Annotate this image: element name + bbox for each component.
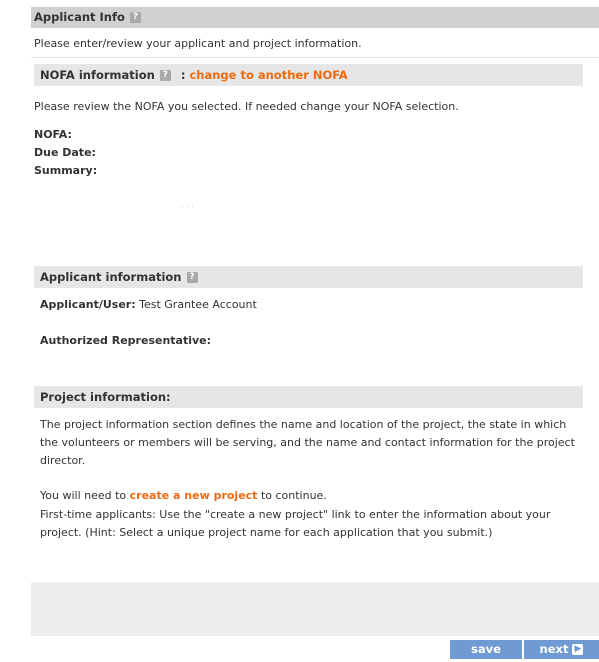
- help-icon[interactable]: ?: [130, 12, 141, 23]
- next-label: next: [539, 642, 569, 656]
- applicant-info-title: Applicant Info: [34, 10, 125, 24]
- button-row: [450, 640, 599, 659]
- save-button[interactable]: save: [450, 640, 522, 659]
- nofa-info-title: NOFA information: [40, 68, 155, 82]
- faint-dots: · · ·: [181, 203, 194, 212]
- need-prefix: You will need to: [40, 489, 127, 502]
- arrow-right-icon: ▶: [572, 644, 583, 655]
- nofa-review-text: Please review the NOFA you selected. If needed change your NOFA selection.: [34, 100, 459, 113]
- change-nofa-link[interactable]: change to another NOFA: [189, 68, 348, 82]
- project-section-title: Project information:: [40, 390, 171, 404]
- create-project-link[interactable]: create a new project: [129, 489, 258, 502]
- need-suffix: to continue.: [260, 489, 327, 502]
- content-area: [31, 7, 599, 582]
- nofa-label: NOFA:: [34, 128, 72, 141]
- help-icon[interactable]: ?: [187, 272, 198, 283]
- help-icon[interactable]: ?: [160, 70, 171, 81]
- divider: [31, 57, 599, 58]
- applicant-info-section-header: [34, 266, 583, 288]
- summary-label: Summary:: [34, 164, 98, 177]
- project-description: The project information section defines the name and location of the project, the state in which the volunteers or members will be serving, and the name and contact information for the project director.: [40, 418, 575, 467]
- first-time-hint: First-time applicants: Use the "create a new project" link to enter the information about your project. (Hint: Select a unique project name for each application that you submit.): [40, 508, 551, 539]
- create-project-row: [40, 487, 327, 505]
- applicant-info-header: [31, 7, 599, 28]
- applicant-info-intro: Please enter/review your applicant and project information.: [34, 37, 362, 50]
- applicant-user-row: [40, 296, 257, 314]
- applicant-user-value: Test Grantee Account: [139, 298, 257, 311]
- nofa-colon: :: [180, 68, 186, 82]
- next-button[interactable]: [524, 640, 599, 659]
- main-panel: [31, 7, 599, 636]
- authorized-rep-label: Authorized Representative:: [40, 334, 212, 347]
- applicant-user-label: Applicant/User:: [40, 298, 136, 311]
- nofa-info-header: [34, 64, 583, 86]
- project-info-header: [34, 386, 583, 408]
- applicant-section-title: Applicant information: [40, 270, 182, 284]
- due-date-label: Due Date:: [34, 146, 96, 159]
